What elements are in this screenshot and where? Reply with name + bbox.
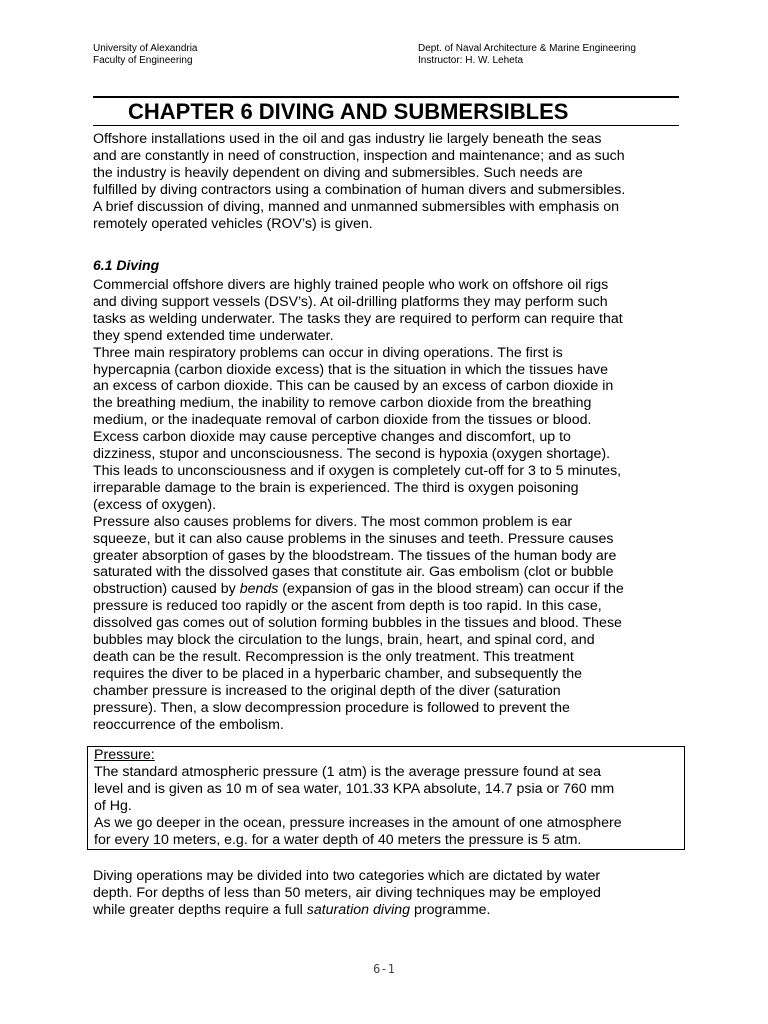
text-line: (excess of oxygen). (93, 496, 217, 513)
header-faculty-name: Faculty of Engineering (93, 55, 193, 66)
text-line: bubbles may block the circulation to the lungs, brain, heart, and spinal cord, and (93, 632, 595, 649)
text-line: and diving support vessels (DSV’s). At oil-drilling platforms they may perform such (93, 293, 608, 310)
text-line: pressure). Then, a slow decompression procedure is followed to prevent the (93, 699, 570, 716)
text-line: irreparable damage to the brain is experienced. The third is oxygen poisoning (93, 479, 579, 496)
text-line: depth. For depths of less than 50 meters, air diving techniques may be employed (93, 884, 601, 901)
text-line: Excess carbon dioxide may cause perceptive changes and discomfort, up to (93, 429, 571, 446)
text-line: Offshore installations used in the oil and gas industry lie largely beneath the seas (93, 131, 602, 147)
diving-section-text (93, 277, 683, 733)
text-line: medium, or the inadequate removal of carbon dioxide from the tissues or blood. (93, 412, 592, 429)
pressure-box-content (94, 747, 684, 848)
text-line: death can be the result. Recompression is the only treatment. This treatment (93, 648, 574, 665)
diving-categories-paragraph (93, 868, 683, 919)
pressure-box-title: Pressure: (94, 747, 155, 763)
text-line: the industry is heavily dependent on diving and submersibles. Such needs are (93, 164, 583, 181)
text-line: hypercapnia (carbon dioxide excess) that is the situation in which the tissues have (93, 361, 608, 378)
text-line: obstruction) caused by bends (expansion of gas in the blood stream) can occur if the (93, 581, 624, 598)
text-line: they spend extended time underwater. (93, 327, 334, 344)
text-line: dizziness, stupor and unconsciousness. The second is hypoxia (oxygen shortage). (93, 446, 611, 463)
pressure-box-text (94, 764, 684, 849)
text-line: requires the diver to be placed in a hyperbaric chamber, and subsequently the (93, 665, 582, 682)
header-instructor: Instructor: H. W. Leheta (418, 55, 524, 66)
text-line: Diving operations may be divided into two categories which are dictated by water (93, 868, 601, 884)
intro-paragraph (93, 131, 683, 232)
text-line: chamber pressure is increased to the original depth of the diver (saturation (93, 682, 561, 699)
text-line: This leads to unconsciousness and if oxygen is completely cut-off for 3 to 5 minutes, (93, 462, 622, 479)
section-heading: 6.1 Diving (93, 257, 160, 273)
header-department-name: Dept. of Naval Architecture & Marine Engineering (418, 43, 636, 54)
text-line: fulfilled by diving contractors using a combination of human divers and submersibles. (93, 181, 626, 198)
text-line: As we go deeper in the ocean, pressure increases in the amount of one atmosphere (94, 814, 622, 831)
text-line: pressure is reduced too rapidly or the ascent from depth is too rapid. In this case, (93, 598, 602, 615)
text-line: and are constantly in need of construction, inspection and maintenance; and as such (93, 147, 625, 164)
text-line: squeeze, but it can also cause problems in the sinuses and teeth. Pressure causes (93, 530, 614, 547)
text-line: Pressure also causes problems for divers. The most common problem is ear (93, 513, 573, 530)
chapter-title: CHAPTER 6 DIVING AND SUBMERSIBLES (128, 99, 569, 124)
chapter-title-bar (93, 96, 679, 126)
text-line: of Hg. (94, 797, 132, 814)
text-line: A brief discussion of diving, manned and unmanned submersibles with emphasis on (93, 198, 620, 215)
text-line: for every 10 meters, e.g. for a water depth of 40 meters the pressure is 5 atm. (94, 831, 582, 848)
text-line: greater absorption of gases by the bloodstream. The tissues of the human body are (93, 547, 617, 564)
pressure-info-box (87, 746, 685, 850)
text-line: tasks as welding underwater. The tasks they are required to perform can require that (93, 310, 623, 327)
text-line: dissolved gas comes out of solution forming bubbles in the tissues and blood. These (93, 615, 622, 632)
page-number: 6-1 (373, 962, 395, 976)
text-line: Three main respiratory problems can occur in diving operations. The first is (93, 344, 563, 361)
header-university-name: University of Alexandria (93, 43, 198, 54)
text-line: the breathing medium, the inability to remove carbon dioxide from the breathing (93, 395, 592, 412)
header-department (418, 43, 636, 67)
text-line: an excess of carbon dioxide. This can be caused by an excess of carbon dioxide in (93, 378, 614, 395)
text-line: while greater depths require a full saturation diving programme. (93, 901, 491, 918)
text-line: The standard atmospheric pressure (1 atm) is the average pressure found at sea (94, 763, 602, 780)
text-line: Commercial offshore divers are highly trained people who work on offshore oil rigs (93, 277, 609, 293)
text-line: level and is given as 10 m of sea water, 101.33 KPA absolute, 14.7 psia or 760 mm (94, 780, 615, 797)
text-line: saturated with the dissolved gases that constitute air. Gas embolism (clot or bubble (93, 564, 614, 581)
text-line: remotely operated vehicles (ROV’s) is given. (93, 215, 373, 232)
text-line: reoccurrence of the embolism. (93, 716, 284, 733)
header-university (93, 43, 198, 67)
